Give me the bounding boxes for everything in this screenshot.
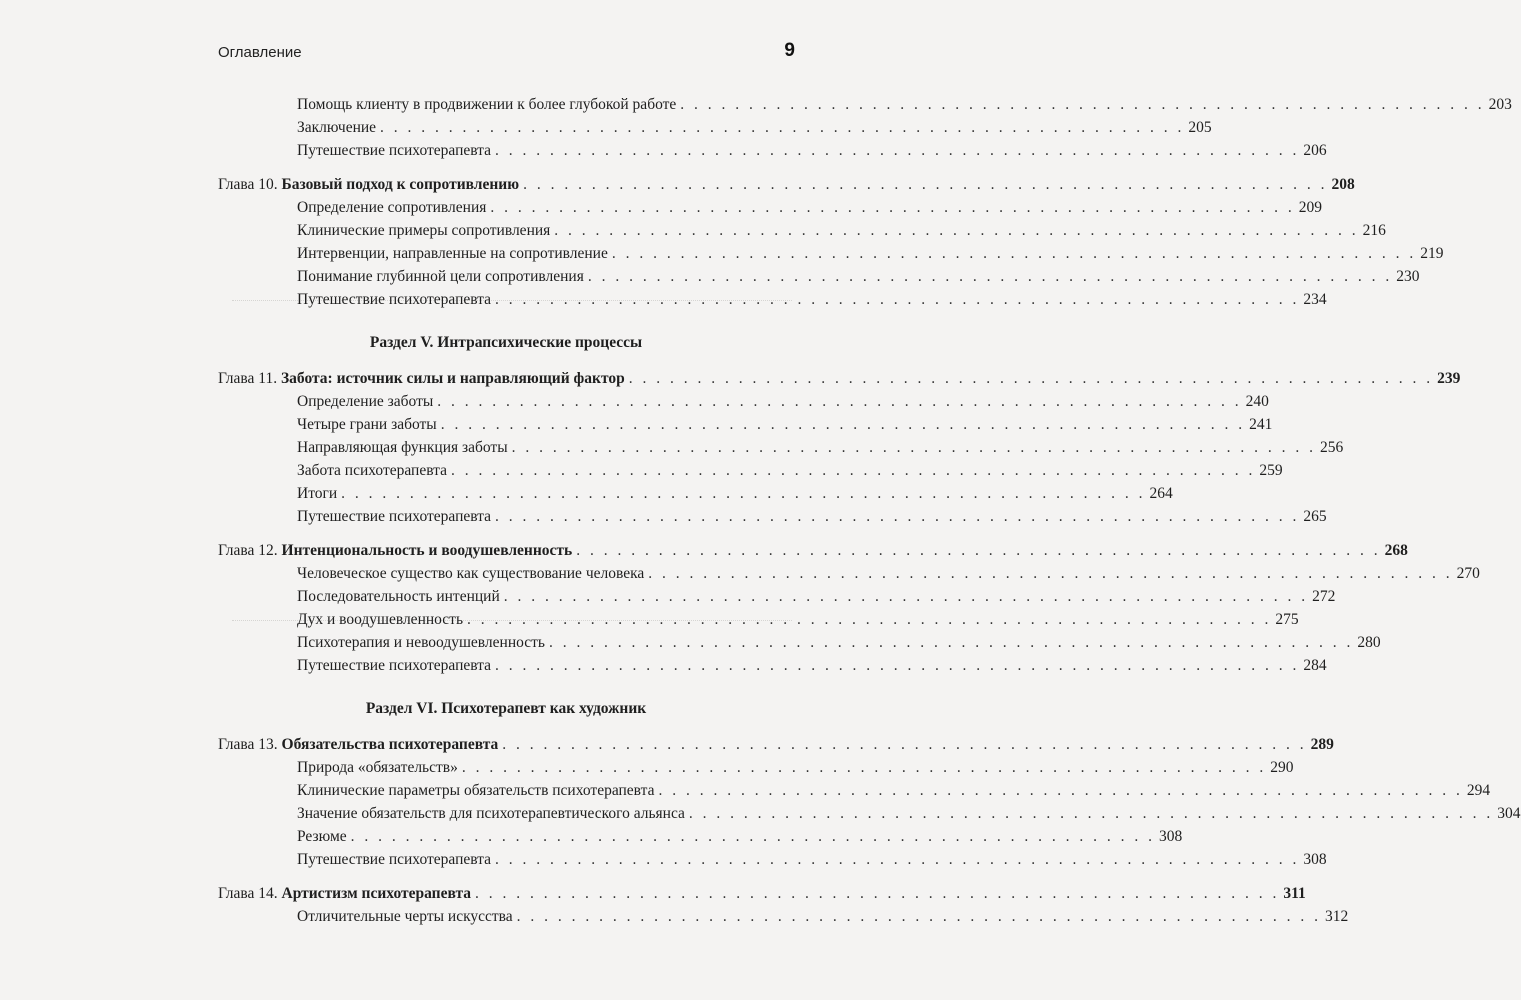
dot-leader: . . . . . . . . . . . . . . . . . . . . . . . . . . . . . . . . . . . . . . . . . . . . . . . . . . . . . . . . . . . [380,119,1185,136]
toc-entry-page: 240 [1245,393,1269,410]
chapter-prefix: Глава 14. [218,885,278,902]
dot-leader: . . . . . . . . . . . . . . . . . . . . . . . . . . . . . . . . . . . . . . . . . . . . . . . . . . . . . . . . . . . [495,657,1300,674]
dot-leader: . . . . . . . . . . . . . . . . . . . . . . . . . . . . . . . . . . . . . . . . . . . . . . . . . . . . . . . . . . . [503,588,1309,605]
toc-chapter-13[interactable] [218,733,1334,756]
dot-leader: . . . . . . . . . . . . . . . . . . . . . . . . . . . . . . . . . . . . . . . . . . . . . . . . . . . . . . . . . . . [495,851,1300,868]
toc-entry-title: Дух и воодушевленность [297,611,464,628]
chapter-title: Артистизм психотерапевта [281,885,472,902]
dot-leader: . . . . . . . . . . . . . . . . . . . . . . . . . . . . . . . . . . . . . . . . . . . . . . . . . . . . . . . . . . . [437,393,1242,410]
toc-entry[interactable] [218,390,1269,413]
chapter-title: Интенциональность и воодушевленность [281,542,573,559]
toc-entry-title: Заключение [297,119,377,136]
toc-entry[interactable] [218,436,1344,459]
toc-chapter-14[interactable] [218,882,1306,905]
toc-entry[interactable] [218,219,1386,242]
toc-entry-page: 234 [1303,291,1327,308]
toc-entry[interactable] [218,802,1521,825]
toc-entry-page: 205 [1188,119,1212,136]
dot-leader: . . . . . . . . . . . . . . . . . . . . . . . . . . . . . . . . . . . . . . . . . . . . . . . . . . . . . . . . . . . [523,176,1328,193]
dot-leader: . . . . . . . . . . . . . . . . . . . . . . . . . . . . . . . . . . . . . . . . . . . . . . . . . . . . . . . . . . . [490,199,1295,216]
toc-entry-title: Человеческое существо как существование человека [297,565,645,582]
toc-entry-title: Путешествие психотерапевта [297,291,492,308]
toc-entry-page: 216 [1362,222,1386,239]
toc-entry[interactable] [218,413,1273,436]
toc-entry[interactable] [218,242,1444,265]
dot-leader: . . . . . . . . . . . . . . . . . . . . . . . . . . . . . . . . . . . . . . . . . . . . . . . . . . . . . . . . . . . [516,908,1322,925]
chapter-title: Базовый подход к сопротивлению [281,176,520,193]
toc-entry[interactable] [218,654,1327,677]
page-number: 9 [784,40,795,61]
toc-chapter-11[interactable] [218,367,1461,390]
toc-entry-title: Направляющая функция заботы [297,439,508,456]
chapter-prefix: Глава 13. [218,736,278,753]
dot-leader: . . . . . . . . . . . . . . . . . . . . . . . . . . . . . . . . . . . . . . . . . . . . . . . . . . . . . . . . . . . [611,245,1417,262]
toc-entry[interactable] [218,608,1299,631]
toc-entry-page: 270 [1456,565,1480,582]
toc-entry[interactable] [218,93,1512,116]
toc-entry-page: 308 [1303,851,1327,868]
chapter-title: Забота: источник силы и направляющий фактор [280,370,625,387]
chapter-page: 208 [1331,176,1355,193]
dot-leader: . . . . . . . . . . . . . . . . . . . . . . . . . . . . . . . . . . . . . . . . . . . . . . . . . . . . . . . . . . . [502,736,1307,753]
toc-entry-page: 209 [1298,199,1323,216]
toc-entry-page: 294 [1466,782,1491,799]
toc-entry-title: Интервенции, направленные на сопротивление [297,245,608,262]
toc-entry-title: Путешествие психотерапевта [297,508,492,525]
toc-entry[interactable] [218,779,1491,802]
dot-leader: . . . . . . . . . . . . . . . . . . . . . . . . . . . . . . . . . . . . . . . . . . . . . . . . . . . . . . . . . . . [440,416,1246,433]
toc-entry[interactable] [218,505,1327,528]
toc-entry[interactable] [218,756,1294,779]
toc-entry-page: 308 [1159,828,1183,845]
toc-entry-title: Последовательность интенций [297,588,500,605]
toc-entry-page: 290 [1270,759,1294,776]
toc-entry-title: Определение сопротивления [297,199,487,216]
toc-entry-title: Понимание глубинной цели сопротивления [297,268,584,285]
toc-entry[interactable] [218,288,1327,311]
toc-entry-page: 312 [1325,908,1349,925]
toc-entry[interactable] [218,631,1381,654]
section-heading-6: Раздел VI. Психотерапевт как художник [365,700,647,717]
toc-entry[interactable] [218,265,1420,288]
chapter-prefix: Глава 12. [218,542,278,559]
chapter-prefix: Глава 10. [218,176,278,193]
dot-leader: . . . . . . . . . . . . . . . . . . . . . . . . . . . . . . . . . . . . . . . . . . . . . . . . . . . . . . . . . . . [451,462,1256,479]
toc-entry[interactable] [218,825,1183,848]
toc-entry-page: 272 [1312,588,1336,605]
toc-entry-page: 230 [1396,268,1420,285]
toc-entry-page: 256 [1320,439,1344,456]
toc-entry-page: 304 [1497,805,1521,822]
dot-leader: . . . . . . . . . . . . . . . . . . . . . . . . . . . . . . . . . . . . . . . . . . . . . . . . . . . . . . . . . . . [576,542,1381,559]
toc-entry-title: Путешествие психотерапевта [297,851,492,868]
toc-entry[interactable] [218,585,1336,608]
toc-chapter-10[interactable] [218,173,1355,196]
dot-leader: . . . . . . . . . . . . . . . . . . . . . . . . . . . . . . . . . . . . . . . . . . . . . . . . . . . . . . . . . . . [350,828,1156,845]
dot-leader: . . . . . . . . . . . . . . . . . . . . . . . . . . . . . . . . . . . . . . . . . . . . . . . . . . . . . . . . . . . [341,485,1146,502]
dot-leader: . . . . . . . . . . . . . . . . . . . . . . . . . . . . . . . . . . . . . . . . . . . . . . . . . . . . . . . . . . . [495,508,1300,525]
dot-leader: . . . . . . . . . . . . . . . . . . . . . . . . . . . . . . . . . . . . . . . . . . . . . . . . . . . . . . . . . . . [495,291,1300,308]
toc-entry-page: 275 [1275,611,1299,628]
toc-entry[interactable] [218,116,1212,139]
chapter-page: 268 [1384,542,1408,559]
toc-entry[interactable] [218,562,1480,585]
toc-entry-page: 265 [1303,508,1327,525]
dot-leader: . . . . . . . . . . . . . . . . . . . . . . . . . . . . . . . . . . . . . . . . . . . . . . . . . . . . . . . . . . . [461,759,1267,776]
table-of-contents [218,93,1521,928]
dot-leader: . . . . . . . . . . . . . . . . . . . . . . . . . . . . . . . . . . . . . . . . . . . . . . . . . . . . . . . . . . . [554,222,1359,239]
toc-entry[interactable] [218,848,1327,871]
chapter-prefix: Глава 11. [218,370,278,387]
toc-entry-title: Путешествие психотерапевта [297,142,492,159]
toc-entry-page: 264 [1149,485,1173,502]
toc-entry-title: Клинические параметры обязательств психотерапевта [297,782,655,799]
toc-entry-title: Четыре грани заботы [297,416,437,433]
chapter-page: 239 [1437,370,1461,387]
dot-leader: . . . . . . . . . . . . . . . . . . . . . . . . . . . . . . . . . . . . . . . . . . . . . . . . . . . . . . . . . . . [549,634,1354,651]
running-head: Оглавление [218,44,302,61]
dot-leader: . . . . . . . . . . . . . . . . . . . . . . . . . . . . . . . . . . . . . . . . . . . . . . . . . . . . . . . . . . . [680,96,1485,113]
dot-leader: . . . . . . . . . . . . . . . . . . . . . . . . . . . . . . . . . . . . . . . . . . . . . . . . . . . . . . . . . . . [648,565,1453,582]
dot-leader: . . . . . . . . . . . . . . . . . . . . . . . . . . . . . . . . . . . . . . . . . . . . . . . . . . . . . . . . . . . [628,370,1434,387]
toc-entry-title: Итоги [297,485,338,502]
toc-entry-title: Помощь клиенту в продвижении к более глубокой работе [297,96,677,113]
toc-entry-page: 206 [1303,142,1327,159]
chapter-page: 289 [1310,736,1334,753]
dot-leader: . . . . . . . . . . . . . . . . . . . . . . . . . . . . . . . . . . . . . . . . . . . . . . . . . . . . . . . . . . . [467,611,1272,628]
chapter-page: 311 [1283,885,1306,902]
dot-leader: . . . . . . . . . . . . . . . . . . . . . . . . . . . . . . . . . . . . . . . . . . . . . . . . . . . . . . . . . . . [511,439,1316,456]
dot-leader: . . . . . . . . . . . . . . . . . . . . . . . . . . . . . . . . . . . . . . . . . . . . . . . . . . . . . . . . . . . [688,805,1494,822]
toc-entry-title: Путешествие психотерапевта [297,657,492,674]
toc-entry-title: Забота психотерапевта [297,462,447,479]
toc-entry-title: Природа «обязательств» [297,759,458,776]
dot-leader: . . . . . . . . . . . . . . . . . . . . . . . . . . . . . . . . . . . . . . . . . . . . . . . . . . . . . . . . . . . [475,885,1280,902]
toc-entry-title: Резюме [297,828,347,845]
section-heading-5: Раздел V. Интрапсихические процессы [369,334,643,351]
dot-leader: . . . . . . . . . . . . . . . . . . . . . . . . . . . . . . . . . . . . . . . . . . . . . . . . . . . . . . . . . . . [658,782,1463,799]
toc-entry-page: 280 [1357,634,1381,651]
toc-entry-title: Отличительные черты искусства [297,908,513,925]
toc-entry-page: 284 [1303,657,1327,674]
dot-leader: . . . . . . . . . . . . . . . . . . . . . . . . . . . . . . . . . . . . . . . . . . . . . . . . . . . . . . . . . . . [587,268,1393,285]
toc-entry-page: 241 [1249,416,1273,433]
toc-entry-page: 203 [1488,96,1512,113]
toc-entry-title: Психотерапия и невоодушевленность [297,634,545,651]
toc-entry-title: Определение заботы [297,393,434,410]
toc-entry-page: 219 [1420,245,1444,262]
toc-entry[interactable] [218,196,1323,219]
toc-entry[interactable] [218,459,1283,482]
toc-entry-page: 259 [1259,462,1283,479]
toc-entry[interactable] [218,905,1349,928]
toc-entry-title: Значение обязательств для психотерапевтического альянса [297,805,685,822]
page-header [218,40,795,64]
toc-entry[interactable] [218,482,1173,505]
toc-chapter-12[interactable] [218,539,1408,562]
toc-entry-title: Клинические примеры сопротивления [297,222,551,239]
chapter-title: Обязательства психотерапевта [281,736,499,753]
toc-entry[interactable] [218,139,1327,162]
dot-leader: . . . . . . . . . . . . . . . . . . . . . . . . . . . . . . . . . . . . . . . . . . . . . . . . . . . . . . . . . . . [495,142,1300,159]
